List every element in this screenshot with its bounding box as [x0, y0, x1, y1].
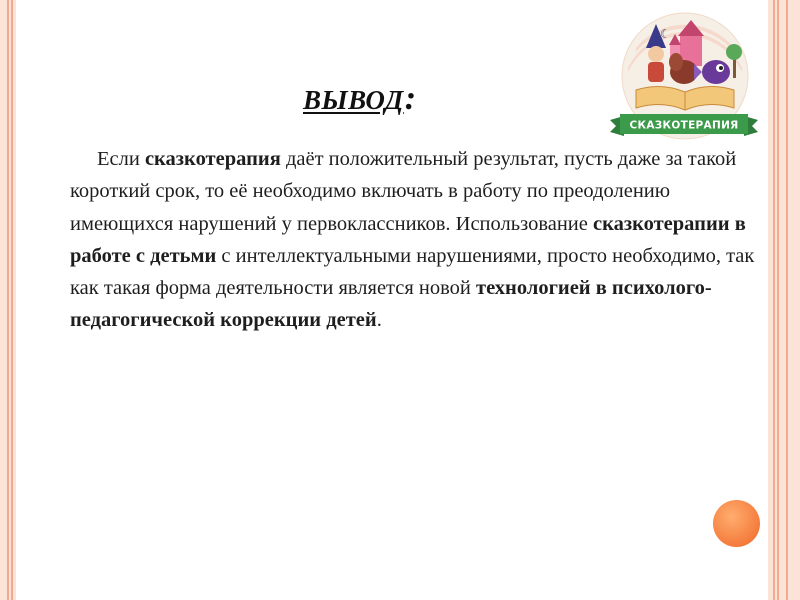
bold-text-segment: технологией в психолого- педагогической коррекции детей — [70, 277, 712, 332]
text-segment: даёт положительный результат, пусть даже за такой короткий срок, то её необходимо включать в работу по преодолению имеющихся нарушений у первоклассников. Использование — [70, 148, 737, 235]
orange-circle-button[interactable] — [713, 500, 760, 547]
conclusion-paragraph — [70, 143, 760, 337]
bold-text-segment: сказкотерапия — [144, 148, 281, 170]
right-border-stripe-3 — [786, 0, 788, 600]
text-segment: Если — [97, 148, 145, 170]
logo-banner-text: СКАЗКОТЕРАПИЯ — [629, 119, 739, 132]
left-border-stripe-2 — [11, 0, 13, 600]
slide-title — [303, 80, 417, 118]
bold-text-segment: сказкотерапии в работе с детьми — [70, 212, 746, 267]
right-border-stripe-2 — [777, 0, 779, 600]
text-segment: с интеллектуальными нарушениями, просто необходимо, так как такая форма деятельности является новой — [70, 244, 755, 300]
moon-icon: ☾ — [660, 27, 671, 41]
right-border-stripe-1 — [773, 0, 775, 600]
text-segment: . — [376, 309, 382, 332]
slide-title-colon: : — [404, 80, 417, 117]
left-border-stripe-1 — [7, 0, 9, 600]
slide-title-text: ВЫВОД — [303, 85, 404, 115]
fairy-tale-therapy-logo — [606, 8, 762, 148]
conclusion-text — [70, 143, 760, 337]
